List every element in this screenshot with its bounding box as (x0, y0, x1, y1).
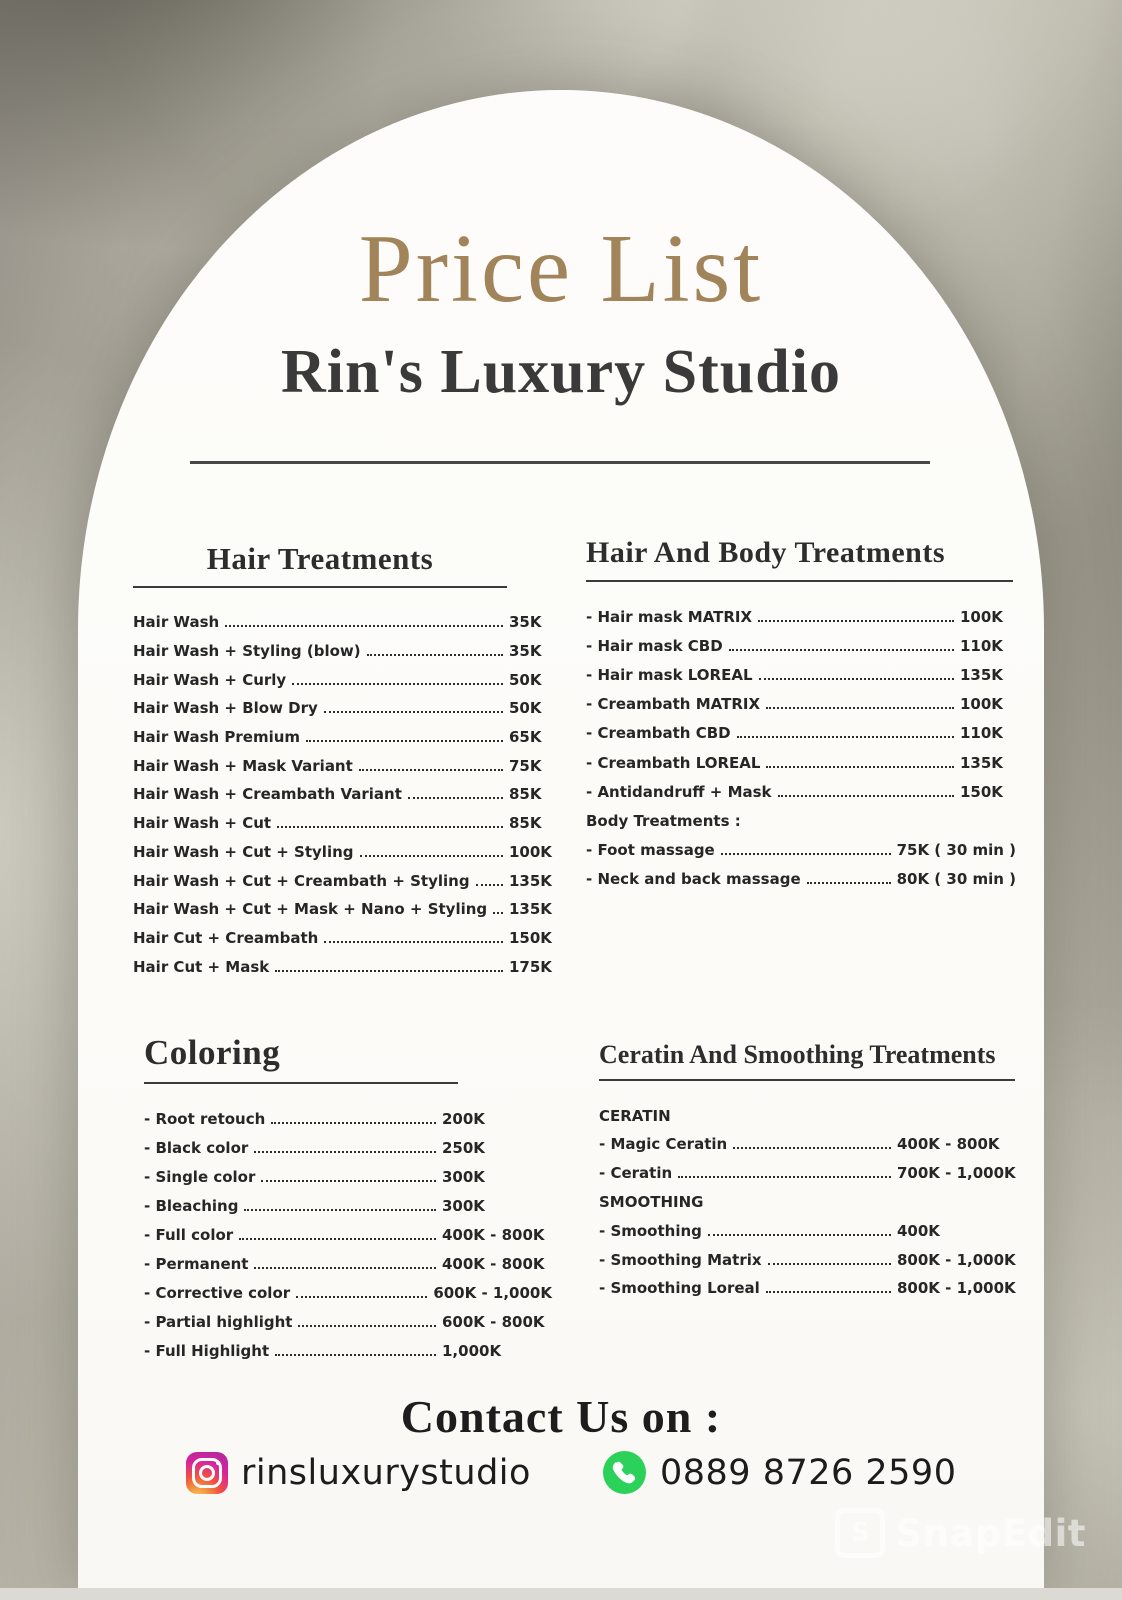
item-price: 135K (509, 871, 552, 890)
item-name: CERATIN (599, 1106, 671, 1125)
snapedit-watermark (835, 1508, 1086, 1558)
dotted-leader (766, 1291, 891, 1293)
item-name: Hair Wash + Cut + Creambath + Styling (133, 871, 470, 890)
item-name: - Smoothing (599, 1221, 702, 1240)
section-ceratin-smoothing (599, 1040, 1019, 1297)
dotted-leader (324, 711, 503, 713)
watermark-label: SnapEdit (895, 1511, 1086, 1555)
dotted-leader (359, 769, 503, 771)
price-list (144, 1099, 552, 1360)
instagram-contact (186, 1452, 531, 1494)
section-title: Hair Treatments (206, 541, 434, 576)
section-title: Coloring (144, 1033, 281, 1072)
item-price: 150K (960, 782, 1003, 801)
item-name: - Black color (144, 1139, 249, 1158)
item-name: Hair Wash Premium (133, 728, 301, 747)
item-name: - Single color (144, 1168, 256, 1187)
item-name: - Partial highlight (144, 1313, 293, 1332)
bottom-strip (0, 1588, 1122, 1600)
section-title: Hair And Body Treatments (586, 536, 945, 569)
price-row (133, 918, 557, 947)
dotted-leader (275, 1354, 436, 1356)
dotted-leader (275, 970, 503, 972)
price-row (586, 597, 1016, 626)
item-price: 400K - 800K (442, 1226, 545, 1245)
price-row (144, 1331, 552, 1360)
price-row (586, 742, 1016, 771)
item-name: SMOOTHING (599, 1193, 704, 1212)
dotted-leader (721, 853, 891, 855)
item-price: 700K - 1,000K (897, 1164, 1016, 1183)
price-row (599, 1211, 1019, 1240)
item-price: 85K (509, 785, 542, 804)
item-name: - Neck and back massage (586, 870, 801, 889)
price-row (599, 1125, 1019, 1154)
price-row (586, 772, 1016, 801)
item-name: Hair Cut + Mask (133, 957, 270, 976)
price-row (586, 713, 1016, 742)
dotted-leader (766, 707, 954, 709)
dotted-leader (678, 1176, 891, 1178)
section-title: Ceratin And Smoothing Treatments (599, 1040, 996, 1069)
price-row (133, 631, 557, 660)
dotted-leader (476, 884, 503, 886)
price-row (586, 801, 1016, 830)
item-name: - Smoothing Loreal (599, 1279, 760, 1298)
whatsapp-icon (602, 1450, 647, 1495)
price-list (586, 597, 1016, 889)
item-price: 65K (509, 728, 542, 747)
price-row (133, 660, 557, 689)
item-price: 1,000K (442, 1342, 502, 1361)
price-row (133, 890, 557, 919)
price-row (133, 689, 557, 718)
item-price: 50K (509, 670, 542, 689)
item-name: - Full color (144, 1226, 234, 1245)
price-row (144, 1128, 552, 1157)
dotted-leader (708, 1234, 891, 1236)
item-name: - Antidandruff + Mask (586, 782, 772, 801)
dotted-leader (277, 826, 503, 828)
dotted-leader (766, 766, 954, 768)
price-row (599, 1240, 1019, 1269)
item-price: 800K - 1,000K (897, 1279, 1016, 1298)
section-coloring (144, 1033, 552, 1360)
watermark-icon: S (835, 1508, 885, 1558)
price-row (144, 1244, 552, 1273)
item-price: 110K (960, 724, 1003, 743)
item-name: - Hair mask LOREAL (586, 666, 753, 685)
price-row (586, 626, 1016, 655)
price-row (586, 684, 1016, 713)
item-price: 75K ( 30 min ) (896, 841, 1016, 860)
price-row (133, 861, 557, 890)
price-row (133, 746, 557, 775)
item-price: 400K - 800K (442, 1255, 545, 1274)
item-name: Hair Wash + Curly (133, 670, 287, 689)
dotted-leader (239, 1238, 436, 1240)
price-row (144, 1215, 552, 1244)
item-name: - Ceratin (599, 1164, 673, 1183)
page-title: Price List (358, 215, 764, 322)
price-row (599, 1269, 1019, 1298)
item-name: - Creambath CBD (586, 724, 731, 743)
dotted-leader (367, 654, 503, 656)
item-price: 400K - 800K (897, 1135, 1000, 1154)
dotted-leader (306, 740, 503, 742)
item-name: - Smoothing Matrix (599, 1250, 762, 1269)
dotted-leader (292, 683, 503, 685)
item-name: Hair Wash + Mask Variant (133, 756, 353, 775)
section-hair-body-treatments (586, 536, 1016, 888)
dotted-leader (408, 797, 503, 799)
item-price: 100K (509, 842, 552, 861)
price-card (78, 90, 1044, 1600)
item-price: 400K (897, 1221, 940, 1240)
dotted-leader (807, 882, 891, 884)
item-name: - Root retouch (144, 1110, 266, 1129)
item-name: - Full Highlight (144, 1342, 270, 1361)
price-row (144, 1157, 552, 1186)
item-name: - Hair mask CBD (586, 636, 723, 655)
instagram-icon (186, 1452, 228, 1494)
dotted-leader (759, 678, 954, 680)
item-name: - Creambath MATRIX (586, 695, 761, 714)
studio-name: Rin's Luxury Studio (281, 338, 841, 406)
item-price: 300K (442, 1168, 485, 1187)
dotted-leader (324, 941, 503, 943)
item-price: 150K (509, 928, 552, 947)
contact-heading: Contact Us on : (400, 1391, 722, 1442)
price-row (599, 1096, 1019, 1125)
dotted-leader (360, 855, 503, 857)
section-hair-treatments (133, 541, 557, 976)
price-row (599, 1153, 1019, 1182)
item-name: Hair Wash + Blow Dry (133, 699, 318, 718)
item-name: - Permanent (144, 1255, 249, 1274)
item-price: 250K (442, 1139, 485, 1158)
item-price: 100K (960, 607, 1003, 626)
price-row (133, 717, 557, 746)
price-list (133, 603, 557, 976)
dotted-leader (254, 1151, 436, 1153)
item-name: - Creambath LOREAL (586, 753, 761, 772)
dotted-leader (733, 1147, 891, 1149)
dotted-leader (298, 1325, 436, 1327)
dotted-leader (271, 1122, 436, 1124)
price-list (599, 1096, 1019, 1298)
item-price: 800K - 1,000K (897, 1250, 1016, 1269)
item-name: Hair Wash + Creambath Variant (133, 785, 402, 804)
item-price: 300K (442, 1197, 485, 1216)
dotted-leader (778, 795, 954, 797)
item-price: 35K (509, 613, 542, 632)
price-row (586, 655, 1016, 684)
dotted-leader (737, 736, 954, 738)
item-price: 600K - 800K (442, 1313, 545, 1332)
price-row (144, 1186, 552, 1215)
item-name: Hair Wash + Cut + Styling (133, 842, 354, 861)
price-row (586, 830, 1016, 859)
item-price: 135K (960, 753, 1003, 772)
price-row (133, 832, 557, 861)
item-price: 200K (442, 1110, 485, 1129)
item-price: 75K (509, 756, 542, 775)
section-underline (586, 580, 1013, 582)
item-name: - Magic Ceratin (599, 1135, 728, 1154)
item-name: Hair Cut + Creambath (133, 928, 319, 947)
item-price: 135K (960, 666, 1003, 685)
price-row (133, 803, 557, 832)
dotted-leader (758, 620, 954, 622)
title-divider (190, 461, 930, 464)
item-name: Hair Wash + Styling (blow) (133, 642, 361, 661)
dotted-leader (244, 1209, 436, 1211)
price-row (133, 775, 557, 804)
section-underline (144, 1082, 458, 1084)
item-name: Hair Wash + Cut (133, 814, 272, 833)
item-name: Hair Wash (133, 613, 220, 632)
item-price: 80K ( 30 min ) (896, 870, 1016, 889)
price-row (586, 859, 1016, 888)
item-name: - Hair mask MATRIX (586, 607, 753, 626)
item-name: - Foot massage (586, 841, 715, 860)
whatsapp-contact (602, 1450, 956, 1495)
price-row (144, 1099, 552, 1128)
dotted-leader (225, 625, 503, 627)
item-price: 135K (509, 900, 552, 919)
item-price: 35K (509, 642, 542, 661)
item-name: - Bleaching (144, 1197, 239, 1216)
section-underline (133, 586, 507, 588)
item-price: 50K (509, 699, 542, 718)
price-row (144, 1302, 552, 1331)
item-price: 600K - 1,000K (433, 1284, 552, 1303)
price-row (133, 603, 557, 632)
price-row (599, 1182, 1019, 1211)
price-row (144, 1273, 552, 1302)
dotted-leader (254, 1267, 436, 1269)
item-price: 175K (509, 957, 552, 976)
item-name: - Corrective color (144, 1284, 291, 1303)
item-price: 100K (960, 695, 1003, 714)
instagram-handle: rinsluxurystudio (241, 1453, 531, 1493)
item-name: Body Treatments : (586, 812, 741, 830)
item-price: 110K (960, 636, 1003, 655)
price-row (133, 947, 557, 976)
dotted-leader (493, 912, 503, 914)
item-name: Hair Wash + Cut + Mask + Nano + Styling (133, 900, 488, 919)
dotted-leader (296, 1296, 427, 1298)
item-price: 85K (509, 814, 542, 833)
dotted-leader (729, 649, 954, 651)
dotted-leader (261, 1180, 436, 1182)
whatsapp-number: 0889 8726 2590 (660, 1452, 957, 1493)
section-underline (599, 1079, 1015, 1081)
dotted-leader (768, 1263, 891, 1265)
